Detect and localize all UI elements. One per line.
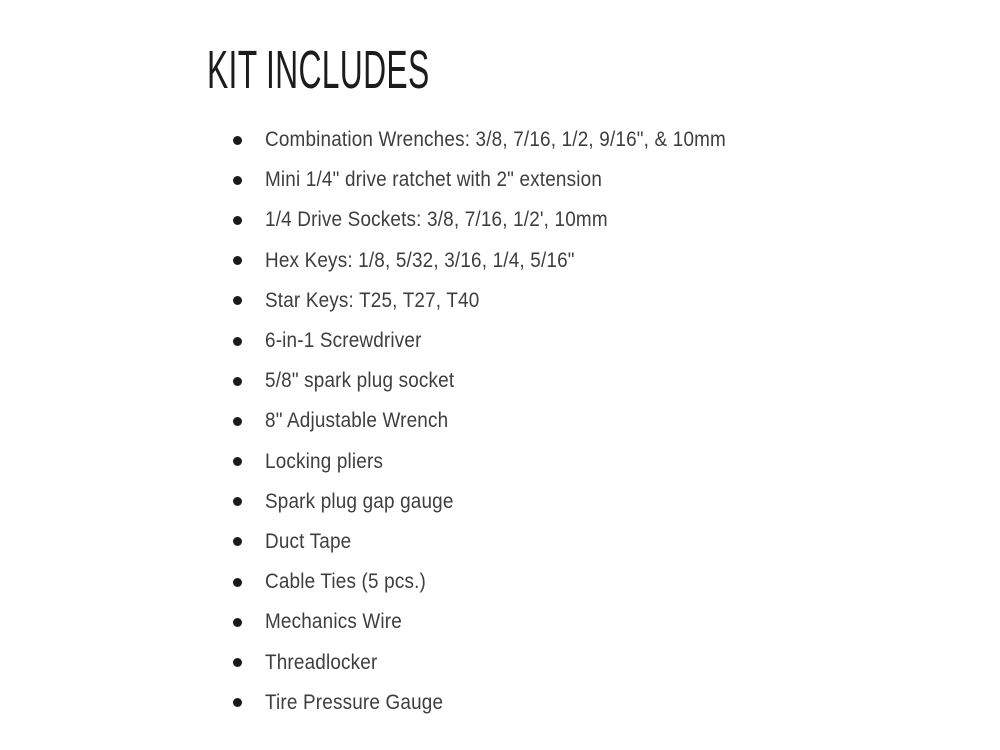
list-item-text: Duct Tape — [265, 529, 352, 553]
bullet-icon — [233, 457, 242, 466]
list-item-text: 6-in-1 Screwdriver — [265, 329, 422, 353]
list-item — [0, 442, 777, 482]
list-item — [0, 482, 777, 522]
kit-includes-list — [0, 120, 777, 723]
list-item — [0, 602, 777, 642]
list-item — [0, 160, 777, 200]
list-item-text: Mechanics Wire — [265, 610, 402, 634]
list-item — [0, 200, 777, 240]
list-item-text: Cable Ties (5 pcs.) — [265, 570, 426, 594]
list-item-text: Tire Pressure Gauge — [265, 690, 444, 714]
list-item-text: 1/4 Drive Sockets: 3/8, 7/16, 1/2', 10mm — [265, 208, 608, 232]
bullet-icon — [233, 256, 242, 265]
list-item-text: 5/8" spark plug socket — [265, 369, 455, 393]
bullet-icon — [233, 337, 242, 346]
bullet-icon — [233, 618, 242, 627]
list-item — [0, 522, 777, 562]
bullet-icon — [233, 698, 242, 707]
bullet-icon — [233, 377, 242, 386]
bullet-icon — [233, 296, 242, 305]
bullet-icon — [233, 176, 242, 185]
bullet-icon — [233, 497, 242, 506]
list-item-text: Mini 1/4" drive ratchet with 2" extension — [265, 168, 603, 192]
list-item-text: Hex Keys: 1/8, 5/32, 3/16, 1/4, 5/16" — [265, 248, 575, 272]
list-item — [0, 361, 777, 401]
bullet-icon — [233, 216, 242, 225]
list-item — [0, 281, 777, 321]
list-item — [0, 562, 777, 602]
list-item-text: Locking pliers — [265, 449, 384, 473]
bullet-icon — [233, 578, 242, 587]
list-item-text: 8" Adjustable Wrench — [265, 409, 449, 433]
list-item — [0, 120, 777, 160]
list-item — [0, 401, 777, 441]
section-title-text: KIT INCLUDES — [207, 40, 430, 100]
list-item — [0, 321, 777, 361]
bullet-icon — [233, 417, 242, 426]
bullet-icon — [233, 537, 242, 546]
bullet-icon — [233, 658, 242, 667]
list-item-text: Star Keys: T25, T27, T40 — [265, 288, 480, 312]
list-item — [0, 642, 777, 682]
list-item — [0, 241, 777, 281]
list-item-text: Combination Wrenches: 3/8, 7/16, 1/2, 9/16", & 10mm — [265, 128, 726, 152]
list-item-text: Spark plug gap gauge — [265, 489, 454, 513]
list-item-text: Threadlocker — [265, 650, 378, 674]
section-title — [207, 40, 584, 100]
bullet-icon — [233, 136, 242, 145]
list-item — [0, 683, 777, 723]
